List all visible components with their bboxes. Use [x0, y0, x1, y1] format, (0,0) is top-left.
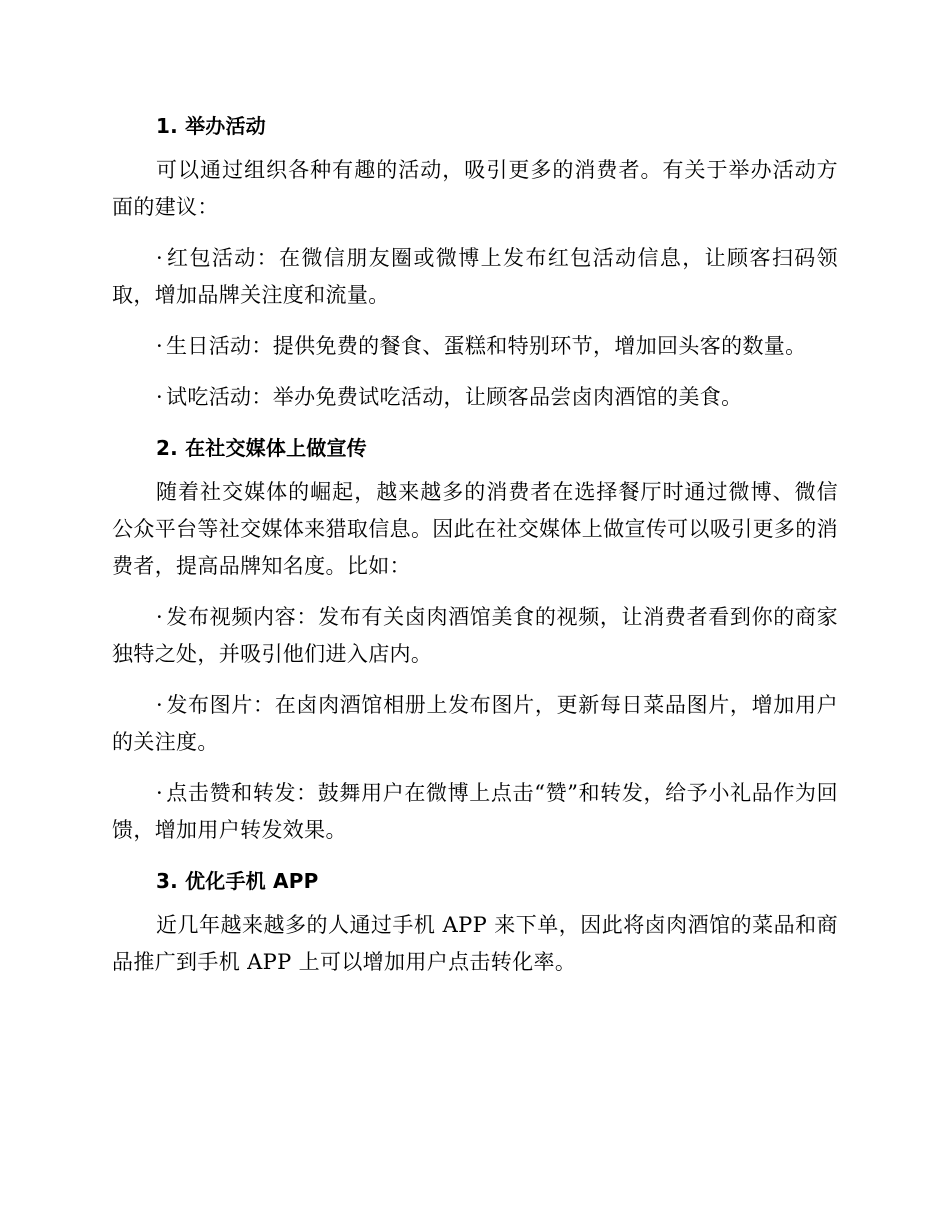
bullet-item	[112, 328, 838, 365]
bullet-dot: ·	[156, 334, 164, 358]
bullet-dot: ·	[156, 246, 164, 270]
bullet-text: 发布视频内容：发布有关卤肉酒馆美食的视频，让消费者看到你的商家独特之处，并吸引他们进入店内。	[112, 605, 838, 666]
bullet-item	[112, 240, 838, 314]
bullet-item	[112, 599, 838, 673]
bullet-text: 试吃活动：举办免费试吃活动，让顾客品尝卤肉酒馆的美食。	[166, 385, 743, 409]
bullet-text: 发布图片：在卤肉酒馆相册上发布图片，更新每日菜品图片，增加用户的关注度。	[112, 693, 838, 754]
bullet-text: 点击赞和转发：鼓舞用户在微博上点击“赞”和转发，给予小礼品作为回馈，增加用户转发效果。	[112, 781, 838, 842]
section-1-intro-paragraph: 可以通过组织各种有趣的活动，吸引更多的消费者。有关于举办活动方面的建议：	[112, 158, 838, 219]
bullet-dot: ·	[156, 605, 164, 629]
bullet-item	[112, 379, 838, 416]
section-heading-3: 3. 优化手机 APP	[156, 869, 319, 893]
document-page	[112, 108, 838, 995]
bullet-dot: ·	[156, 385, 164, 409]
bullet-dot: ·	[156, 693, 164, 717]
bullet-item	[112, 775, 838, 849]
bullet-item	[112, 687, 838, 761]
section-3-intro-paragraph: 近几年越来越多的人通过手机 APP 来下单，因此将卤肉酒馆的菜品和商品推广到手机 APP 上可以增加用户点击转化率。	[112, 913, 838, 974]
section-heading-2: 2. 在社交媒体上做宣传	[156, 436, 367, 460]
bullet-text: 生日活动：提供免费的餐食、蛋糕和特别环节，增加回头客的数量。	[166, 334, 807, 358]
bullet-dot: ·	[156, 781, 164, 805]
bullet-text: 红包活动：在微信朋友圈或微博上发布红包活动信息，让顾客扫码领取，增加品牌关注度和流量。	[112, 246, 838, 307]
section-2-intro-paragraph: 随着社交媒体的崛起，越来越多的消费者在选择餐厅时通过微博、微信公众平台等社交媒体来猎取信息。因此在社交媒体上做宣传可以吸引更多的消费者，提高品牌知名度。比如：	[112, 480, 838, 578]
section-heading-1: 1. 举办活动	[156, 114, 266, 138]
